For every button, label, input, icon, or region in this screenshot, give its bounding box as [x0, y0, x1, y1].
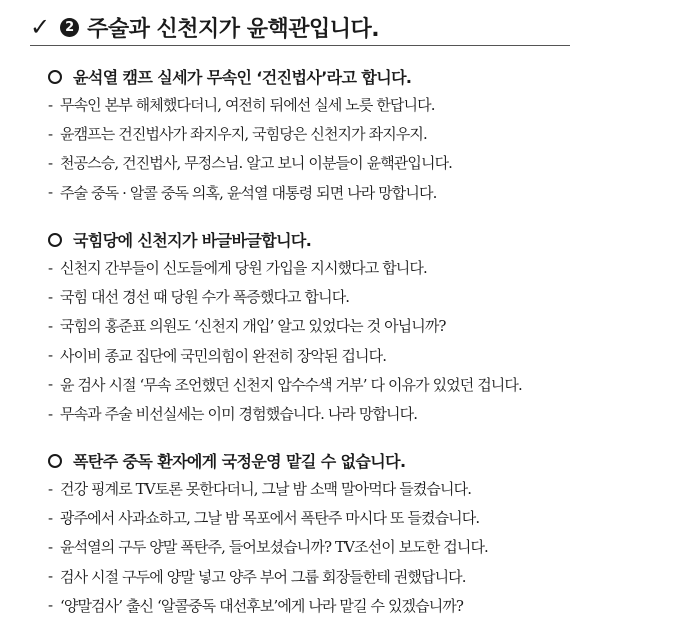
- list-item-text: 주술 중독 · 알콜 중독 의혹, 윤석열 대통령 되면 나라 망합니다.: [60, 183, 437, 202]
- list-item: [48, 532, 648, 561]
- section-2: [48, 226, 648, 428]
- list-item-text: 건강 핑계로 TV토론 못한다더니, 그날 밤 소맥 말아먹다 들켰습니다.: [60, 480, 472, 499]
- list-item: [48, 591, 648, 620]
- list-item: [48, 148, 648, 177]
- section-title: [48, 226, 648, 253]
- list-item: [48, 503, 648, 532]
- header-divider: [30, 45, 570, 46]
- list-item: [48, 311, 648, 340]
- checkmark-icon: ✓: [30, 13, 51, 41]
- list-item-text: 신천지 간부들이 신도들에게 당원 가입을 지시했다고 합니다.: [60, 259, 427, 278]
- section-title-text: 폭탄주 중독 환자에게 국정운영 맡길 수 없습니다.: [73, 452, 406, 471]
- section-1: [48, 63, 648, 207]
- dash-bullet: -: [48, 567, 53, 586]
- list-item: [48, 341, 648, 370]
- circle-bullet-icon: [48, 70, 62, 84]
- dash-bullet: -: [48, 508, 53, 527]
- section-title-text: 국힘당에 신천지가 바글바글합니다.: [73, 231, 312, 250]
- number-badge: 2: [60, 18, 79, 37]
- list-item: [48, 253, 648, 282]
- list-item-text: 무속인 본부 해체했다더니, 여전히 뒤에선 실세 노릇 한답니다.: [60, 96, 435, 115]
- dash-bullet: -: [48, 183, 53, 202]
- list-item-text: 윤캠프는 건진법사가 좌지우지, 국힘당은 신천지가 좌지우지.: [60, 125, 427, 144]
- dash-bullet: -: [48, 479, 53, 498]
- section-title-text: 윤석열 캠프 실세가 무속인 ‘건진법사’라고 합니다.: [73, 68, 412, 87]
- dash-bullet: -: [48, 375, 53, 394]
- list-item-text: 검사 시절 구두에 양말 넣고 양주 부어 그룹 회장들한테 권했답니다.: [60, 567, 466, 586]
- list-item-text: 사이비 종교 집단에 국민의힘이 완전히 장악된 겁니다.: [60, 346, 387, 365]
- list-item-text: 국힘 대선 경선 때 당원 수가 폭증했다고 합니다.: [60, 288, 350, 307]
- list-item: [48, 178, 648, 207]
- list-item-text: 윤석열의 구두 양말 폭탄주, 들어보셨습니까? TV조선이 보도한 겁니다.: [60, 538, 488, 557]
- circle-bullet-icon: [48, 233, 62, 247]
- list-item: [48, 119, 648, 148]
- list-item: [48, 90, 648, 119]
- section-title: [48, 63, 648, 90]
- section-3: [48, 447, 648, 620]
- list-item: [48, 562, 648, 591]
- dash-bullet: -: [48, 153, 53, 172]
- header-title: 주술과 신천지가 윤핵관입니다.: [87, 16, 380, 42]
- list-item-text: ‘양말검사’ 출신 ‘알콜중독 대선후보’에게 나라 맡길 수 있겠습니까?: [60, 596, 464, 615]
- list-item: [48, 282, 648, 311]
- list-item-text: 윤 검사 시절 ‘무속 조언했던 신천지 압수수색 거부’ 다 이유가 있었던 겁니다.: [60, 375, 522, 394]
- dash-bullet: -: [48, 124, 53, 143]
- dash-bullet: -: [48, 346, 53, 365]
- dash-bullet: -: [48, 316, 53, 335]
- list-item-text: 무속과 주술 비선실세는 이미 경험했습니다. 나라 망합니다.: [60, 405, 418, 424]
- list-item-text: 광주에서 사과쇼하고, 그날 밤 목포에서 폭탄주 마시다 또 들켰습니다.: [60, 509, 480, 528]
- dash-bullet: -: [48, 537, 53, 556]
- dash-bullet: -: [48, 404, 53, 423]
- list-item-text: 국힘의 홍준표 의원도 ‘신천지 개입’ 알고 있었다는 것 아닙니까?: [60, 317, 446, 336]
- dash-bullet: -: [48, 258, 53, 277]
- dash-bullet: -: [48, 95, 53, 114]
- list-item: [48, 399, 648, 428]
- list-item: [48, 474, 648, 503]
- list-item: [48, 370, 648, 399]
- section-header: [30, 8, 630, 46]
- dash-bullet: -: [48, 287, 53, 306]
- list-item-text: 천공스승, 건진법사, 무정스님. 알고 보니 이분들이 윤핵관입니다.: [60, 154, 453, 173]
- section-title: [48, 447, 648, 474]
- circle-bullet-icon: [48, 454, 62, 468]
- dash-bullet: -: [48, 596, 53, 615]
